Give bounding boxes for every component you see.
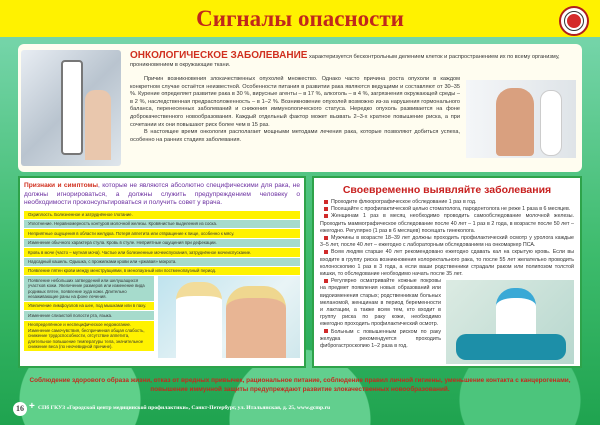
age-rating-plus: + <box>29 401 35 412</box>
bullet-icon <box>324 214 328 218</box>
screening-item-text: Посещайте с профилактической целью стоматолога, пародонтолога не реже 1 раза в 6 месяцев. <box>331 206 571 213</box>
bullet-icon <box>324 279 328 283</box>
bullet-icon <box>324 329 328 333</box>
symptom-row: Увеличение лимфоузлов на шее, под мышками или в паху. <box>24 302 154 310</box>
intro-heading-rest: характеризуется бесконтрольным делением клеток и распространением их по всему организму, проникновением в окружающие ткани. <box>130 54 560 68</box>
symptoms-intro-bold: Признаки и симптомы <box>24 182 99 189</box>
symptom-row: Появление пятен крови между менструациями, в менопаузный или постменопаузный период. <box>24 267 300 275</box>
bullet-icon <box>324 207 328 211</box>
medical-emblem-logo <box>559 6 589 36</box>
bullet-icon <box>324 200 328 204</box>
intro-heading <box>130 52 576 69</box>
organization-info: СПб ГКУЗ «Городской центр медицинской профилактики», Санкт-Петербург, ул. Итальянская, д. 25, www.gcmp.ru <box>38 405 331 411</box>
intro-heading-title: ОНКОЛОГИЧЕСКОЕ ЗАБОЛЕВАНИЕ <box>130 50 308 61</box>
age-rating-badge: 16 <box>13 402 27 416</box>
screening-item <box>320 213 574 235</box>
screening-item-text: Мужчины в возрасте 18–39 лет должны проходить профилактический осмотр у уролога каждые 3–5 лет, после 40 лет – ежегодно с лабораторным обследованием на онкомаркер ПСА. <box>320 235 574 249</box>
dentist-photo <box>446 280 574 364</box>
header-banner <box>0 0 600 37</box>
symptom-row: Изменение обычного характера стула. Кровь в стуле. Неприятные ощущения при дефекации. <box>24 239 300 247</box>
emblem-icon <box>565 12 583 30</box>
symptoms-panel <box>18 176 306 368</box>
intro-paragraph-2: В настоящее время онкология располагает мощными методами лечения рака, которые позволяют добиться успеха, особенно на ранних стадиях заболевания. <box>130 129 460 143</box>
symptom-row: Неприятные ощущения в области желудка. Потеря аппетита или отвращение к пище, особенно к мясу. <box>24 229 300 237</box>
screening-item-text: Проходите флюорографическое обследование 1 раз в год. <box>331 199 477 205</box>
intro-panel <box>18 44 582 172</box>
symptoms-intro <box>24 182 300 208</box>
screening-item-text: Регулярно осматривайте кожные покровы на предмет появления новых образований или видоизменения старых; родственникам больных меланомой, женщинам в период беременности и лактации, а также всем тем, кто входит в группу риска по раку кожи, необходимо ежегодно проходить профилактический осмотр. <box>320 278 441 328</box>
symptom-row: Надсадный кашель. Одышка, с прожилками крови или «ржавая» мокрота. <box>24 258 300 266</box>
symptom-row: Охриплость. Болезненное и затруднённое глотание. <box>24 211 300 219</box>
patient-xray-photo <box>466 80 576 158</box>
prevention-message: Соблюдение здорового образа жизни, отказ от вредных привычек, рациональное питание, соблюдение правил личной гигиены, уменьшение контакта с канцерогенами, повышение иммунной защиты предупреждают развитие злокачественных новообразований. <box>29 377 571 393</box>
screening-panel <box>312 176 582 368</box>
screening-item-text: Всем людям старше 40 лет рекомендовано ежегодно сдавать кал на скрытую кровь. Если вы входите в группу риска возникновения колоректального рака, то после 55 лет желательно проводить колоноскопию 1 раз в 3 года, а если ваши родственники страдали раком или полипозом толстой кишки, то обследование необходимо начать после 35 лет. <box>320 249 574 278</box>
symptom-row: Неопределённое и неспецифическое недомогание. Изменение самочувствия, беспричинная общая слабость, снижение трудоспособности, отсутствие аппетита, длительное повышение температуры тела, значительное снижение веса (по неочевидной причине). <box>24 321 154 351</box>
skin-exam-photo <box>158 276 300 358</box>
screening-title: Своевременно выявляйте заболевания <box>342 184 552 196</box>
screening-item <box>320 249 574 278</box>
intro-body <box>130 76 576 158</box>
mammography-photo <box>21 50 121 166</box>
screening-item-text: Больным с повышенным риском по раку желудка рекомендуется проходить фиброгастроскопию 1–2 раза в год. <box>320 328 441 350</box>
screening-item <box>320 235 574 249</box>
symptoms-intro-text: , которые не являются абсолютно специфическими для рака, не должны игнорироваться, а должны служить предупреждением человеку о необходимости проконсультироваться и получить совет у врача. <box>24 182 300 206</box>
screening-item-text: Женщинам 1 раз в месяц необходимо проводить самообследование молочной железы. Проходить маммографическое обследование после 40 лет – 1 раз в 2 года, в возрасте после 50 лет – ежегодно. Регулярно (1 раз в 6 месяцев) посещать гинеколога. <box>320 213 574 234</box>
symptom-row: Появление небольших затвердений или шелушащихся участков кожи. Увеличение размеров или изменение вида родимых пятен, появление зуда кожи. Длительно незаживающие раны на фоне лечения. <box>24 276 154 301</box>
bullet-icon <box>324 250 328 254</box>
bullet-icon <box>324 236 328 240</box>
page-title: Сигналы опасности <box>196 6 404 31</box>
symptom-row: Кровь в моче (часто – мутная моча). Частые или болезненные мочеиспускания, затруднённое мочеиспускание. <box>24 248 300 256</box>
symptom-row: Изменение слизистой полости рта, языка. <box>24 311 154 319</box>
intro-paragraph-1: Причин возникновения злокачественных опухолей множество. Однако часто причина роста опухоли в каждом конкретном случае остаётся неизвестной. Особенности питания в развитии рака являются ведущими и составляют от 30–35 %. Курение определяет развитие рака в 30 %, вирусные агенты – в 17 %, алкоголь – в 4 %, загрязнения окружающей среды – в 2 %, наследственная предрасположенность – в 1–2 %. Возникновение опухолей возможно из-за нарушения гормонального баланса, перенесенных заболеваний и снижения иммунологического статуса. Нередко опухоль развивается на фоне доброкачественного новообразования. Каждый отдельный фактор может вызвать 2–3-х кратное повышение риска, а при сочетании их они повышают риск более чем в 15 раз. <box>130 76 460 128</box>
symptom-row: Уплотнение. Неравномерность контуров молочной железы. Кровянистые выделения из соска. <box>24 220 300 228</box>
